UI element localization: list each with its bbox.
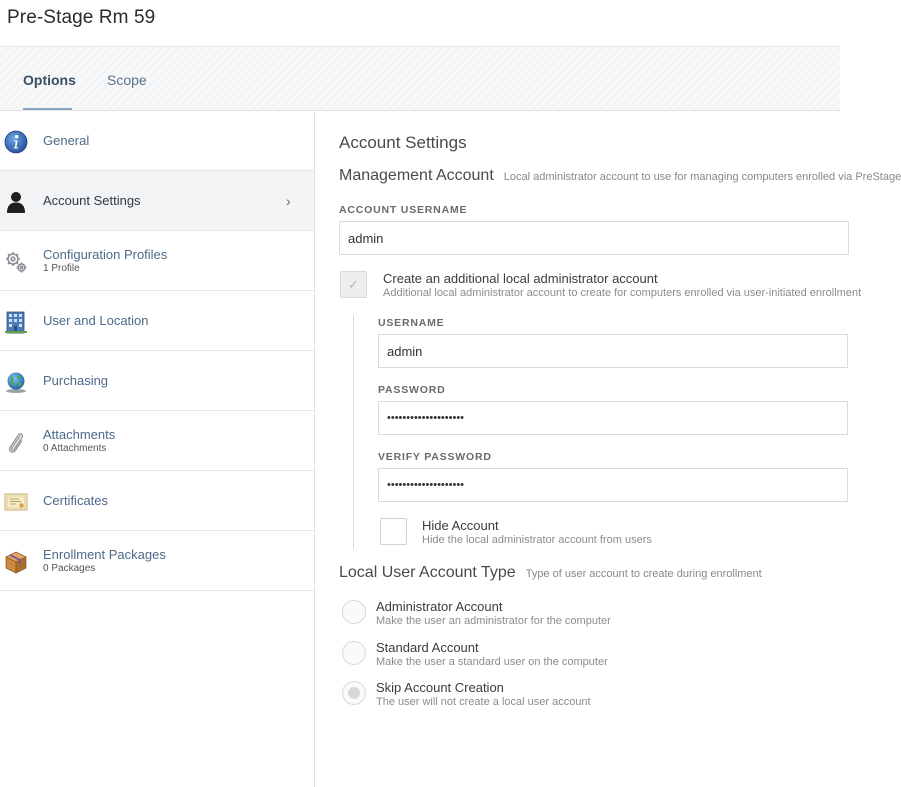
tab-bar bbox=[0, 46, 840, 111]
username-label: USERNAME bbox=[378, 317, 445, 329]
additional-admin-title: Create an additional local administrator account bbox=[383, 271, 658, 286]
radio-administrator-account[interactable] bbox=[342, 600, 366, 624]
section-title: Account Settings bbox=[339, 133, 467, 152]
page-header bbox=[0, 0, 840, 46]
sidebar-item-enrollment-packages[interactable] bbox=[0, 531, 314, 591]
package-icon bbox=[4, 550, 28, 574]
account-username-label: ACCOUNT USERNAME bbox=[339, 204, 468, 216]
sidebar-item-configuration-profiles[interactable] bbox=[0, 231, 314, 291]
page-title: Pre-Stage Rm 59 bbox=[7, 7, 156, 28]
sidebar-item-certificates[interactable] bbox=[0, 471, 314, 531]
sidebar-item-general[interactable] bbox=[0, 111, 314, 171]
sidebar bbox=[0, 111, 315, 787]
administrator-account-title: Administrator Account bbox=[376, 599, 503, 614]
skip-account-creation-title: Skip Account Creation bbox=[376, 680, 504, 695]
gears-icon bbox=[4, 250, 28, 274]
active-tab-indicator bbox=[23, 108, 72, 110]
sidebar-item-label: Account Settings bbox=[43, 193, 141, 208]
skip-account-creation-description: The user will not create a local user account bbox=[376, 696, 591, 708]
sidebar-item-user-and-location[interactable] bbox=[0, 291, 314, 351]
account-username-input[interactable]: admin bbox=[339, 221, 849, 255]
sidebar-item-account-settings[interactable] bbox=[0, 171, 314, 231]
sidebar-item-count: 1 Profile bbox=[43, 263, 80, 274]
building-icon bbox=[4, 310, 28, 334]
radio-skip-account-creation[interactable] bbox=[342, 681, 366, 705]
indent-divider bbox=[353, 315, 354, 549]
standard-account-title: Standard Account bbox=[376, 640, 479, 655]
additional-admin-description: Additional local administrator account to create for computers enrolled via user-initiated enrollment bbox=[383, 287, 862, 299]
local-user-account-type-title: Local User Account Type bbox=[339, 564, 516, 581]
sidebar-item-count: 0 Packages bbox=[43, 563, 96, 574]
verify-password-input[interactable]: •••••••••••••••••••• bbox=[378, 468, 848, 502]
hide-account-checkbox[interactable] bbox=[380, 518, 407, 545]
info-icon bbox=[4, 130, 28, 154]
administrator-account-description: Make the user an administrator for the computer bbox=[376, 615, 611, 627]
certificate-icon bbox=[4, 490, 28, 514]
sidebar-item-label: Attachments bbox=[43, 427, 116, 442]
management-account-description: Local administrator account to use for managing computers enrolled via PreStage bbox=[503, 171, 901, 183]
paperclip-icon bbox=[4, 430, 28, 454]
tab-scope[interactable]: Scope bbox=[107, 72, 147, 88]
sidebar-item-attachments[interactable] bbox=[0, 411, 314, 471]
local-user-account-type-description: Type of user account to create during enrollment bbox=[525, 568, 762, 580]
radio-standard-account[interactable] bbox=[342, 641, 366, 665]
username-input[interactable]: admin bbox=[378, 334, 848, 368]
password-input[interactable]: •••••••••••••••••••• bbox=[378, 401, 848, 435]
sidebar-item-label: General bbox=[43, 133, 90, 148]
sidebar-item-label: Certificates bbox=[43, 493, 109, 508]
tab-options[interactable]: Options bbox=[23, 72, 76, 88]
additional-admin-checkbox[interactable]: ✓ bbox=[340, 271, 367, 298]
sidebar-item-purchasing[interactable] bbox=[0, 351, 314, 411]
local-user-account-type-heading bbox=[339, 564, 762, 582]
management-account-heading bbox=[339, 167, 901, 185]
standard-account-description: Make the user a standard user on the computer bbox=[376, 656, 608, 668]
main-content bbox=[315, 111, 901, 787]
user-silhouette-icon bbox=[4, 190, 28, 214]
password-label: PASSWORD bbox=[378, 384, 446, 396]
management-account-title: Management Account bbox=[339, 167, 494, 184]
hide-account-description: Hide the local administrator account from users bbox=[422, 534, 652, 546]
hide-account-title: Hide Account bbox=[422, 518, 499, 533]
sidebar-item-label: User and Location bbox=[43, 313, 149, 328]
verify-password-label: VERIFY PASSWORD bbox=[378, 451, 492, 463]
chevron-right-icon: › bbox=[286, 193, 291, 209]
sidebar-item-label: Configuration Profiles bbox=[43, 247, 168, 262]
globe-icon bbox=[4, 370, 28, 394]
sidebar-item-label: Enrollment Packages bbox=[43, 547, 166, 562]
sidebar-item-label: Purchasing bbox=[43, 373, 109, 388]
sidebar-item-count: 0 Attachments bbox=[43, 443, 107, 454]
